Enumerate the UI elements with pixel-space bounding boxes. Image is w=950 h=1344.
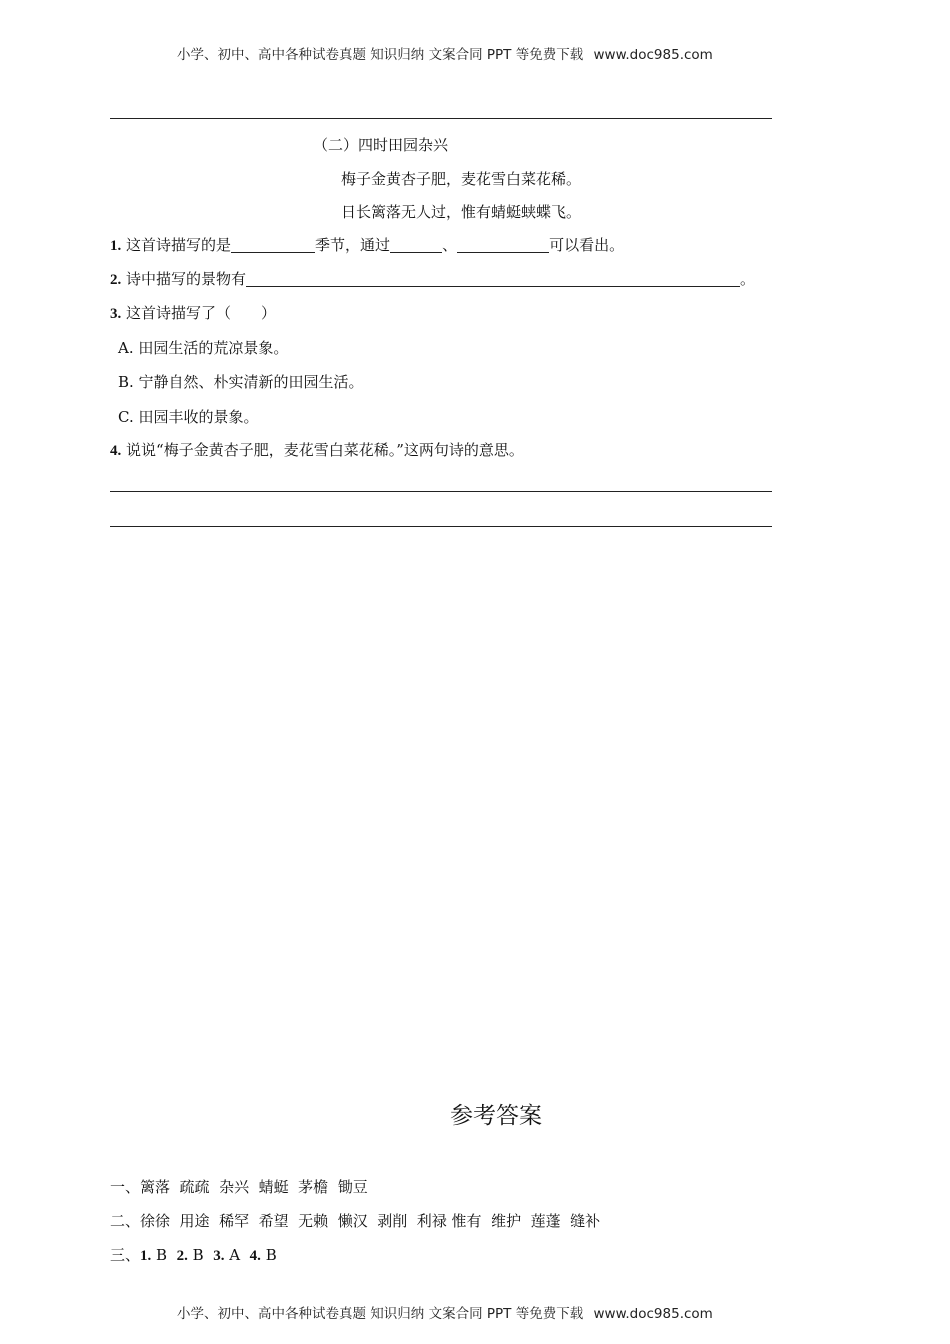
page-header xyxy=(177,43,713,63)
answer-blank-clue-2[interactable] xyxy=(457,237,549,253)
answer-line-section-3: 三、1. B 2. B 3. A 4. B xyxy=(110,1246,277,1264)
question-1-number: 1. xyxy=(110,238,122,254)
footer-url[interactable]: www.doc985.com xyxy=(593,1306,713,1322)
answer-line-1[interactable] xyxy=(110,491,772,492)
option-c[interactable]: C. 田园丰收的景象。 xyxy=(118,408,259,426)
question-4-number: 4. xyxy=(110,443,122,459)
answer-line-section-2: 二、徐徐 用途 稀罕 希望 无赖 懒汉 剥削 利禄 惟有 维护 莲蓬 缝补 xyxy=(110,1212,601,1230)
question-1: 1. 这首诗描写的是 季节，通过 、 可以看出。 xyxy=(110,236,625,254)
question-4: 4. 说说“梅子金黄杏子肥，麦花雪白菜花稀。”这两句诗的意思。 xyxy=(110,441,524,459)
question-2-number: 2. xyxy=(110,272,122,288)
answer-line-2[interactable] xyxy=(110,526,772,527)
page-footer xyxy=(177,1302,713,1322)
answers-title: 参考答案 xyxy=(450,1103,542,1129)
question-2: 2. 诗中描写的景物有 。 xyxy=(110,270,756,288)
option-b[interactable]: B. 宁静自然、朴实清新的田园生活。 xyxy=(118,373,364,391)
option-a[interactable]: A. 田园生活的荒凉景象。 xyxy=(118,339,289,357)
poem-line-1: 梅子金黄杏子肥，麦花雪白菜花稀。 xyxy=(341,170,582,188)
answer-blank-scenery[interactable] xyxy=(246,271,740,287)
answer-line-section-1: 一、篱落 疏疏 杂兴 蜻蜓 茅檐 锄豆 xyxy=(110,1178,368,1196)
question-3-number: 3. xyxy=(110,306,122,322)
footer-text: 小学、初中、高中各种试卷真题 知识归纳 文案合同 PPT 等免费下载 xyxy=(177,1306,584,1322)
header-url[interactable]: www.doc985.com xyxy=(593,47,713,63)
section-title: （二）四时田园杂兴 xyxy=(313,136,449,154)
poem-line-2: 日长篱落无人过，惟有蜻蜓蛱蝶飞。 xyxy=(341,203,582,221)
top-divider xyxy=(110,118,772,119)
question-3: 3. 这首诗描写了（ ） xyxy=(110,304,277,322)
answer-blank-clue-1[interactable] xyxy=(390,237,442,253)
header-text: 小学、初中、高中各种试卷真题 知识归纳 文案合同 PPT 等免费下载 xyxy=(177,47,584,63)
answer-blank-season[interactable] xyxy=(231,237,315,253)
